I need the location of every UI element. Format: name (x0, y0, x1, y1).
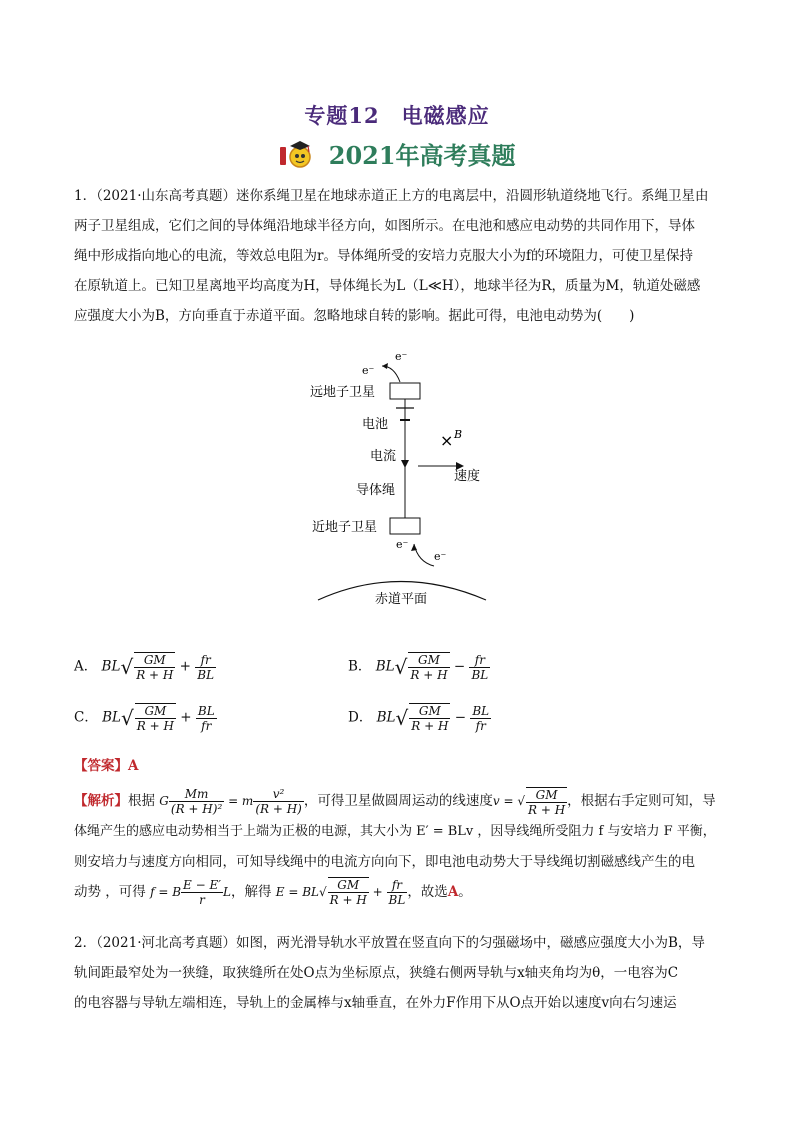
tether-satellite-diagram (300, 348, 500, 608)
field-label: B (454, 428, 463, 441)
answer-value: A (128, 758, 139, 774)
q2-line1-text: 如图，两光滑导轨水平放置在竖直向下的匀强磁场中，磁感应强度大小为B，导 (236, 935, 705, 951)
choice-c-bl: BL (102, 709, 122, 726)
mascot-logo-icon (278, 137, 318, 171)
choice-b-frac: $\frac{fr}{BL}$ (471, 652, 489, 682)
answer-label: 【答案】 (74, 758, 128, 774)
q2-line-1 (74, 928, 722, 958)
choice-c-op: + (180, 709, 192, 726)
choice-d[interactable] (348, 703, 491, 733)
choice-d-bl: BL (376, 709, 396, 726)
q1-line-1 (74, 181, 722, 211)
subtitle: 2021年高考真题 (328, 141, 516, 170)
analysis-label: 【解析】 (74, 793, 128, 809)
sqrt-icon: √ (394, 655, 408, 679)
analysis-l4a: 动势 ，可得 (74, 883, 146, 900)
analysis-line-2: 体绳产生的感应电动势相当于上端为正极的电源，其大小为 E′ = BLv ，因导线绳所受阻力 f 与安培力 F 平衡， (74, 823, 716, 839)
choice-b[interactable] (348, 652, 490, 682)
q1-line-4: 在原轨道上。已知卫星离地平均高度为H，导体绳长为L（L≪H），地球半径为R，质量为M，轨道处磁感 (74, 278, 701, 294)
q1-line1-text: 迷你系绳卫星在地球赤道正上方的电离层中，沿圆形轨道绕地飞行。系绳卫星由 (236, 188, 709, 204)
electron-arrow-top (382, 366, 400, 382)
q1-line-2: 两子卫星组成，它们之间的导体绳沿地球半径方向，如图所示。在电池和感应电动势的共同作用下，导体 (74, 218, 695, 234)
choice-d-root: $\frac{GM}{R + H}$ (411, 704, 449, 733)
choice-b-op: − (453, 658, 466, 675)
choice-d-op: − (454, 709, 467, 726)
choice-b-bl: BL (375, 658, 395, 675)
analysis-l1a: 根据 (128, 793, 155, 809)
field-cross-icon: × (440, 431, 454, 450)
answer-row (74, 756, 138, 776)
analysis-l4b: ，解得 (230, 883, 272, 900)
choice-c-label: C． (74, 709, 98, 726)
choice-d-label: D． (348, 709, 373, 726)
emf-equation: E = BL√ $\frac{GM}{R + H}$ + $\frac{fr}{BL}$ (275, 877, 406, 907)
current-label: 电流 (370, 449, 397, 464)
sqrt-icon: √ (395, 706, 409, 730)
sqrt-icon: √ (121, 706, 134, 730)
analysis-line-1 (74, 786, 722, 817)
analysis-l4e: 。 (458, 883, 472, 900)
analysis-l1b: ，可得卫星做圆周运动的线速度 (303, 793, 493, 809)
electron-arrow-bottom (414, 544, 434, 566)
choice-c[interactable] (74, 703, 217, 733)
analysis-line-3: 则安培力与速度方向相同，可知导线绳中的电流方向向下，即电池电动势大于导线绳切割磁感线产生的电 (74, 853, 695, 870)
choice-d-frac: $\frac{BL}{fr}$ (472, 703, 490, 733)
far-satellite-label: 远地子卫星 (310, 385, 376, 400)
analysis-l4d: A (447, 883, 459, 900)
current-arrow (401, 460, 409, 468)
choice-b-label: B． (348, 658, 372, 675)
velocity-label: 速度 (454, 469, 481, 484)
q2-line-3: 的电容器与导轨左端相连，导轨上的金属棒与x轴垂直，在外力F作用下从O点开始以速度v向右匀速运 (74, 995, 677, 1011)
q1-number: 1． (74, 188, 97, 204)
q2-source: （2021·河北高考真题） (96, 935, 236, 951)
analysis-l1c: ，根据右手定则可知，导 (567, 793, 716, 809)
choice-a-op: + (179, 658, 191, 675)
q1-source: （2021·山东高考真题） (96, 188, 236, 204)
near-satellite-label: 近地子卫星 (312, 520, 378, 535)
battery-label: 电池 (362, 417, 389, 432)
electron-label-top-left: e⁻ (362, 364, 375, 377)
near-satellite-box (390, 518, 420, 534)
equator-label: 赤道平面 (375, 592, 428, 607)
q2-line-2: 轨间距最窄处为一狭缝，取狭缝所在处O点为坐标原点，狭缝右侧两导轨与x轴夹角均为θ，一电容为C (74, 965, 679, 981)
analysis-l4c: ，故选 (407, 883, 448, 900)
electron-label-top: e⁻ (395, 350, 408, 363)
page-title: 专题12 电磁感应 (304, 103, 490, 128)
q1-paragraph (74, 181, 722, 331)
choice-c-root: $\frac{GM}{R + H}$ (136, 704, 174, 733)
electron-label-bottom-right: e⁻ (434, 550, 447, 563)
q1-line-5: 应强度大小为B，方向垂直于赤道平面。忽略地球自转的影响。据此可得，电池电动势为( ) (74, 308, 635, 324)
sqrt-icon: √ (120, 655, 134, 679)
rope-label: 导体绳 (356, 483, 396, 498)
choice-a-label: A． (74, 658, 98, 675)
choice-a-frac: $\frac{fr}{BL}$ (197, 652, 215, 682)
far-satellite-box (390, 383, 420, 399)
choice-a-root: $\frac{GM}{R + H}$ (136, 653, 174, 682)
q2-paragraph (74, 928, 722, 1018)
analysis-paragraph (74, 786, 722, 907)
analysis-line-4 (74, 877, 722, 908)
choice-a-bl: BL (101, 658, 121, 675)
velocity-equation: v = √ $\frac{GM}{R + H}$ (492, 787, 566, 817)
gravity-equation: G $\frac{Mm}{\text{(R + H)²}}$ = m $\frac{\text{v²}}{(R + H)}$ (159, 787, 302, 816)
choice-b-root: $\frac{GM}{R + H}$ (410, 653, 448, 682)
q2-number: 2． (74, 935, 97, 951)
choice-a[interactable] (74, 652, 216, 682)
electron-label-bottom: e⁻ (396, 538, 409, 551)
force-equation: f = B $\frac{E - E'}{r}$ L (150, 877, 231, 907)
choice-c-frac: $\frac{BL}{fr}$ (197, 703, 215, 733)
subtitle-row (0, 136, 794, 171)
q1-line-3: 绳中形成指向地心的电流，等效总电阻为r。导体绳所受的安培力克服大小为f的环境阻力，可使卫星保持 (74, 248, 693, 264)
